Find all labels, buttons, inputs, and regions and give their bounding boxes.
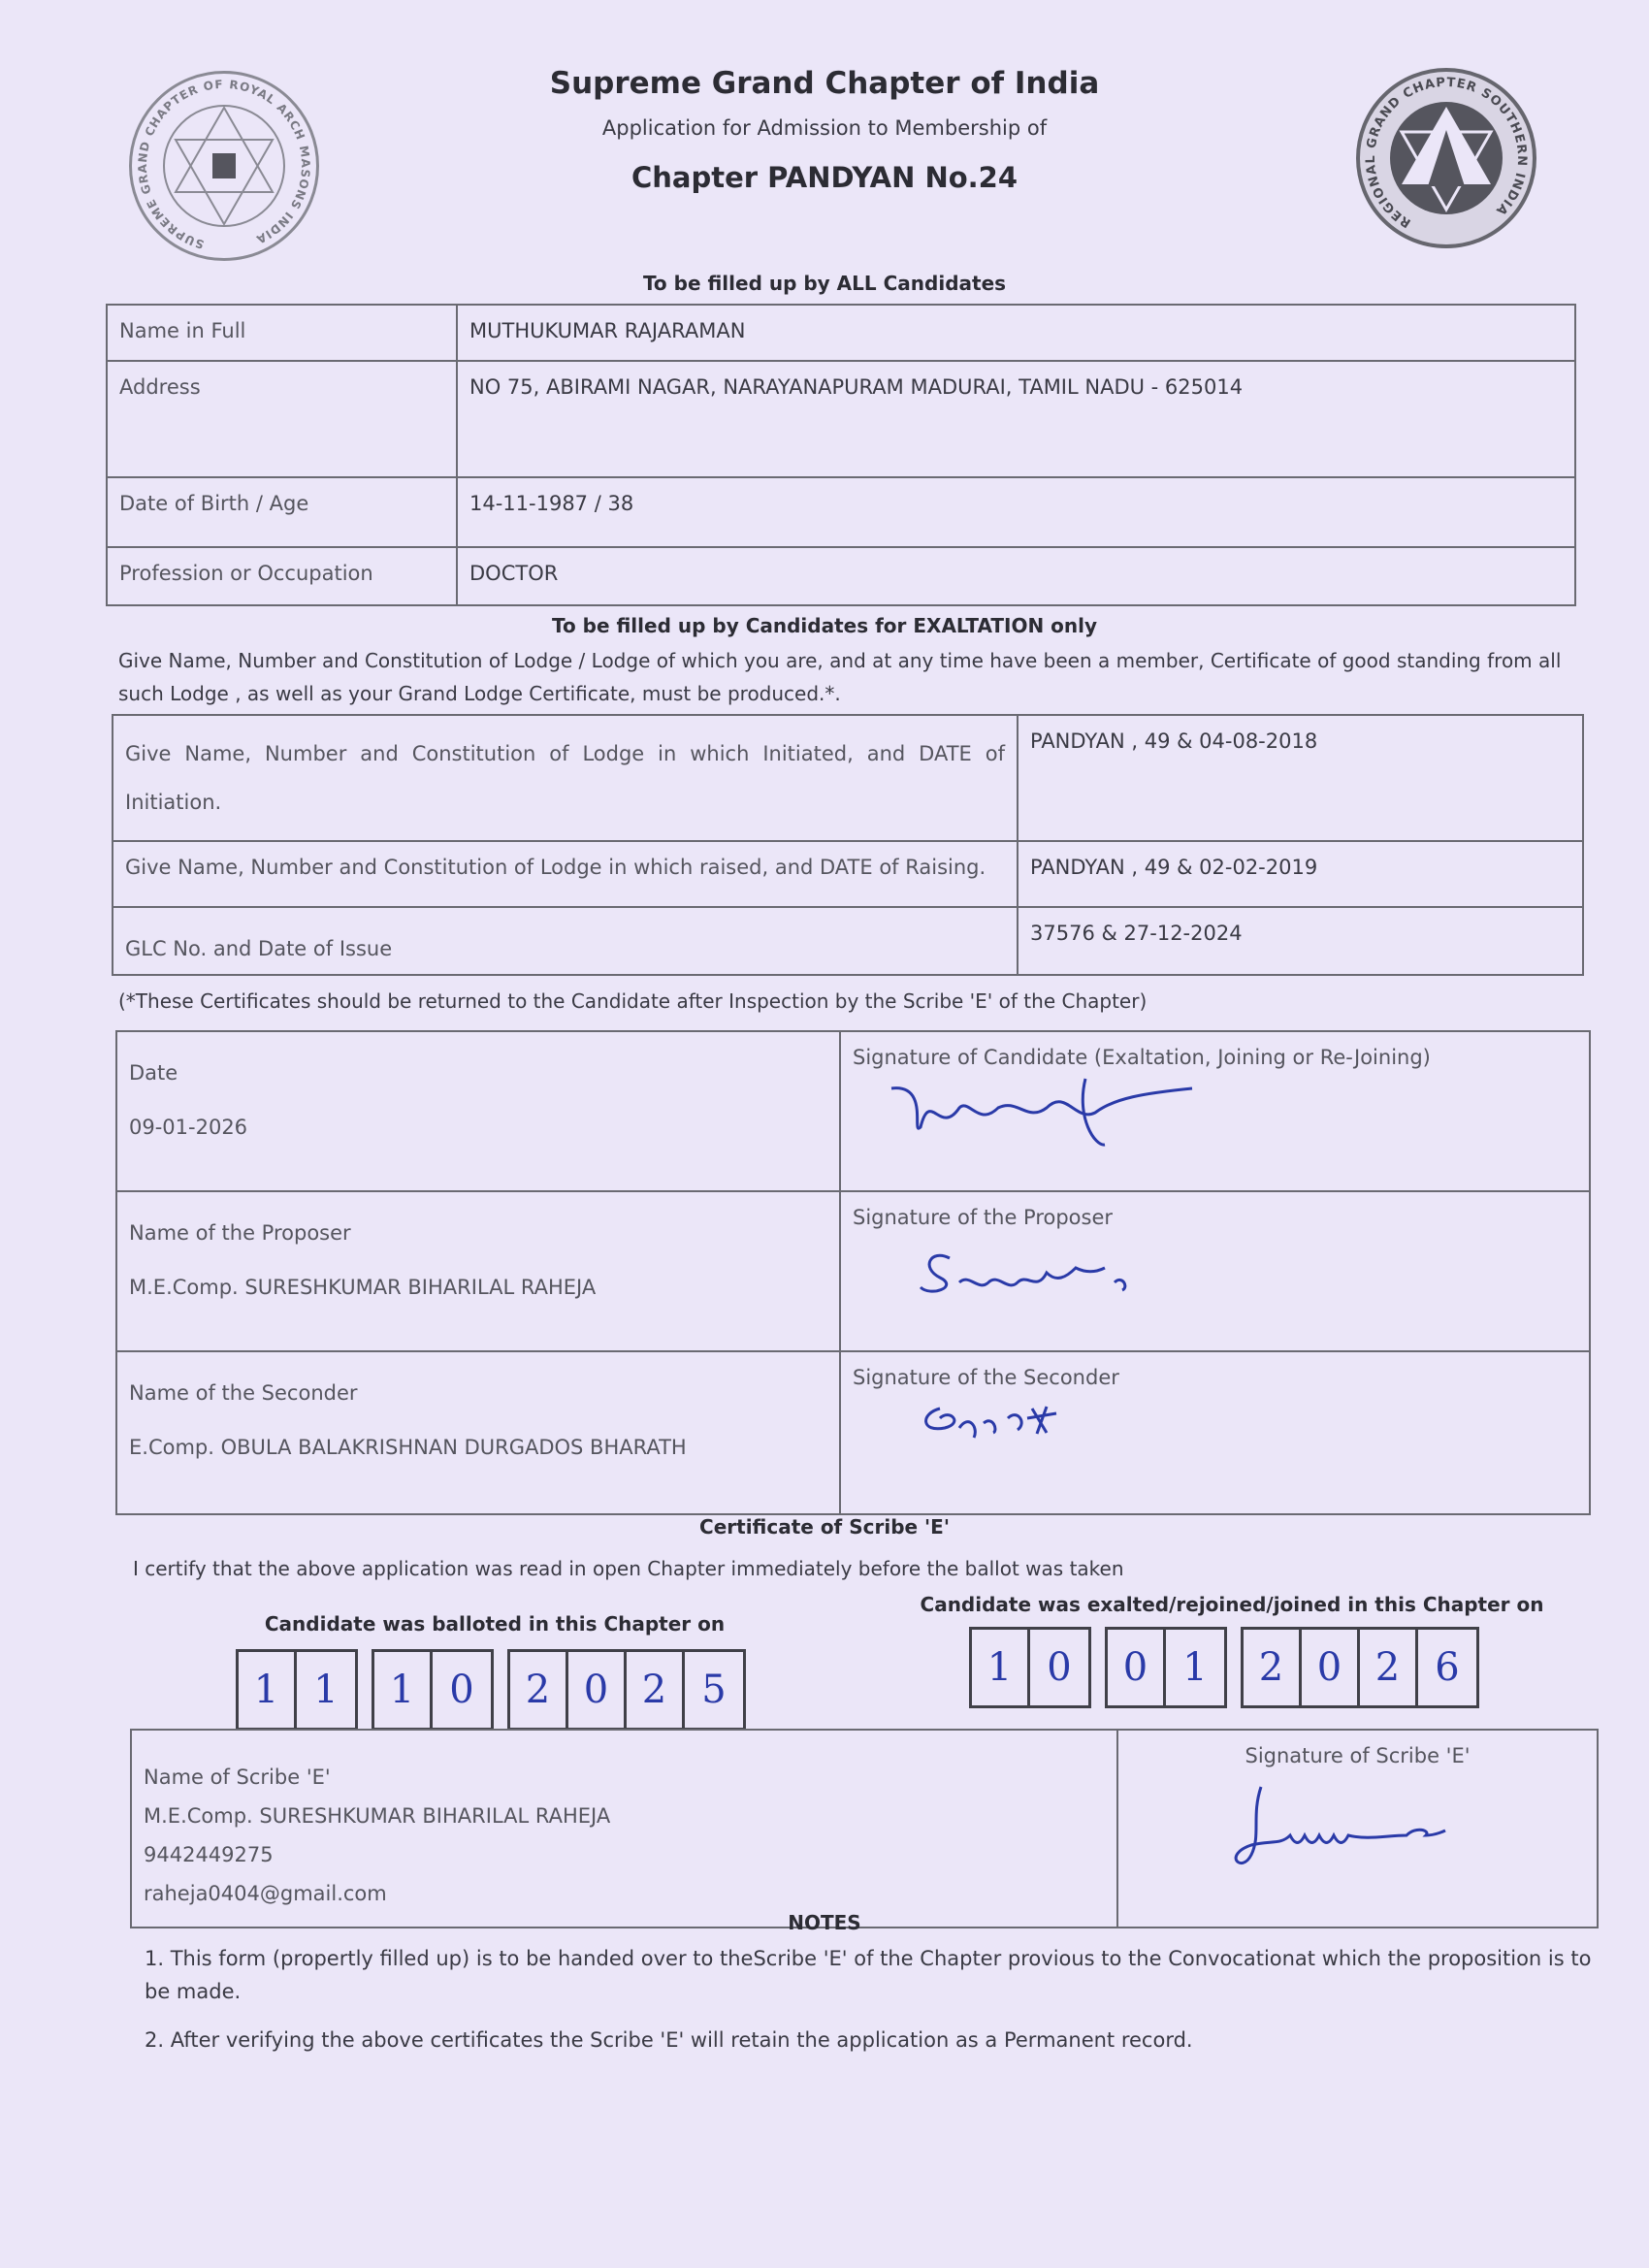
row-label: GLC No. and Date of Issue (113, 907, 1018, 975)
candidate-signature-label: Signature of Candidate (Exaltation, Joining or Re-Joining) (853, 1046, 1431, 1069)
date-digit-box: 0 (1047, 1645, 1072, 1690)
proposer-name: M.E.Comp. SURESHKUMAR BIHARILAL RAHEJA (129, 1276, 597, 1299)
seconder-signature (853, 1389, 1221, 1447)
date-digit-box: 1 (313, 1668, 339, 1712)
section-heading-all: To be filled up by ALL Candidates (642, 272, 1007, 295)
initiation-value: PANDYAN , 49 & 04-08-2018 (1018, 715, 1583, 841)
date-digit-box: 6 (1435, 1645, 1460, 1690)
scribe-name: M.E.Comp. SURESHKUMAR BIHARILAL RAHEJA (144, 1804, 611, 1828)
certify-statement: I certify that the above application was read in open Chapter immediately before the ballot was taken (133, 1557, 1124, 1580)
row-label: Profession or Occupation (107, 547, 457, 605)
scribe-phone: 9442449275 (144, 1843, 274, 1866)
scribe-signature (1193, 1767, 1523, 1874)
date-digit-box: 1 (239, 1652, 297, 1728)
row-label: Name in Full (107, 305, 457, 361)
seconder-signature-label: Signature of the Seconder (853, 1366, 1119, 1389)
scribe-table (130, 1729, 1599, 1928)
date-digit-box: 2 (510, 1652, 568, 1728)
exalted-date-boxes (969, 1627, 1479, 1708)
balloted-label: Candidate was balloted in this Chapter on (264, 1612, 726, 1636)
date-box-group (1241, 1627, 1479, 1708)
proposer-label: Name of the Proposer (129, 1221, 351, 1245)
candidate-details-table (106, 304, 1576, 606)
date-digit-box: 0 (449, 1668, 474, 1712)
seconder-label: Name of the Seconder (129, 1381, 358, 1405)
note-item: 2. After verifying the above certificates the Scribe 'E' will retain the application as a Permanent record. (145, 2028, 1193, 2052)
table-row (116, 1351, 1590, 1514)
table-row (131, 1730, 1598, 1928)
balloted-date-boxes (236, 1649, 746, 1731)
row-label: Give Name, Number and Constitution of Lodge in which Initiated, and DATE of Initiation. (113, 715, 1018, 841)
org-title: Supreme Grand Chapter of India (549, 66, 1100, 101)
table-row (107, 547, 1575, 605)
date-digit-box: 0 (568, 1652, 627, 1728)
date-value: 09-01-2026 (129, 1116, 248, 1139)
chapter-title: Chapter PANDYAN No.24 (630, 161, 1018, 194)
note-item: 1. This form (propertly filled up) is to be handed over to theScribe 'E' of the Chapter provious to the Convocationat which the proposition is to be made. (145, 1947, 1592, 2003)
candidate-signature (853, 1069, 1221, 1147)
address-value: NO 75, ABIRAMI NAGAR, NARAYANAPURAM MADURAI, TAMIL NADU - 625014 (457, 361, 1575, 477)
raising-value: PANDYAN , 49 & 02-02-2019 (1018, 841, 1583, 907)
full-name-value: MUTHUKUMAR RAJARAMAN (457, 305, 1575, 361)
dob-age-value: 14-11-1987 / 38 (457, 477, 1575, 547)
table-row (113, 841, 1583, 907)
proposer-signature (853, 1229, 1221, 1307)
date-digit-box: 2 (627, 1652, 685, 1728)
certificates-footnote: (*These Certificates should be returned to the Candidate after Inspection by the Scribe 'E' of the Chapter) (118, 989, 1148, 1013)
table-row (116, 1031, 1590, 1191)
scribe-email: raheja0404@gmail.com (144, 1882, 387, 1905)
exaltation-instructions: Give Name, Number and Constitution of Lodge / Lodge of which you are, and at any time have been a member, Certificate of good standing from all such Lodge , as well as your Grand Lodge Certificate, must be produced.*. (118, 649, 1562, 705)
date-label: Date (129, 1061, 178, 1085)
glc-value: 37576 & 27-12-2024 (1018, 907, 1583, 975)
date-digit-box: 2 (1244, 1630, 1302, 1705)
date-box-group (372, 1649, 494, 1731)
form-subtitle: Application for Admission to Membership of (601, 116, 1048, 140)
scribe-certificate-heading: Certificate of Scribe 'E' (699, 1515, 950, 1539)
table-row (113, 907, 1583, 975)
date-box-group (236, 1649, 358, 1731)
date-box-group (969, 1627, 1091, 1708)
scribe-name-label: Name of Scribe 'E' (144, 1766, 331, 1789)
seconder-name: E.Comp. OBULA BALAKRISHNAN DURGADOS BHARATH (129, 1436, 687, 1459)
date-digit-box: 1 (374, 1652, 433, 1728)
date-digit-box: 0 (1108, 1630, 1166, 1705)
occupation-value: DOCTOR (457, 547, 1575, 605)
date-digit-box: 2 (1360, 1630, 1418, 1705)
right-seal-text: REGIONAL GRAND CHAPTER SOUTHERN INDIA (1363, 75, 1530, 231)
signatures-table (115, 1030, 1591, 1515)
date-box-group (1105, 1627, 1227, 1708)
date-digit-box: 1 (972, 1630, 1030, 1705)
left-seal-text: SUPREME GRAND CHAPTER OF ROYAL ARCH MASONS INDIA (135, 77, 313, 252)
date-digit-box: 1 (1182, 1645, 1208, 1690)
exalted-label: Candidate was exalted/rejoined/joined in this Chapter on (920, 1593, 1544, 1616)
date-box-group (507, 1649, 746, 1731)
table-row (107, 361, 1575, 477)
row-label: Address (107, 361, 457, 477)
section-heading-exaltation: To be filled up by Candidates for EXALTATION only (551, 614, 1098, 637)
proposer-signature-label: Signature of the Proposer (853, 1206, 1114, 1229)
notes-heading: NOTES (788, 1911, 861, 1934)
table-row (107, 477, 1575, 547)
date-digit-box: 0 (1302, 1630, 1360, 1705)
scribe-signature-label: Signature of Scribe 'E' (1245, 1744, 1471, 1767)
date-digit-box: 5 (701, 1668, 727, 1712)
row-label: Give Name, Number and Constitution of Lodge in which raised, and DATE of Raising. (113, 841, 1018, 907)
table-row (113, 715, 1583, 841)
lodge-details-table (112, 714, 1584, 976)
row-label: Date of Birth / Age (107, 477, 457, 547)
table-row (116, 1191, 1590, 1351)
table-row (107, 305, 1575, 361)
